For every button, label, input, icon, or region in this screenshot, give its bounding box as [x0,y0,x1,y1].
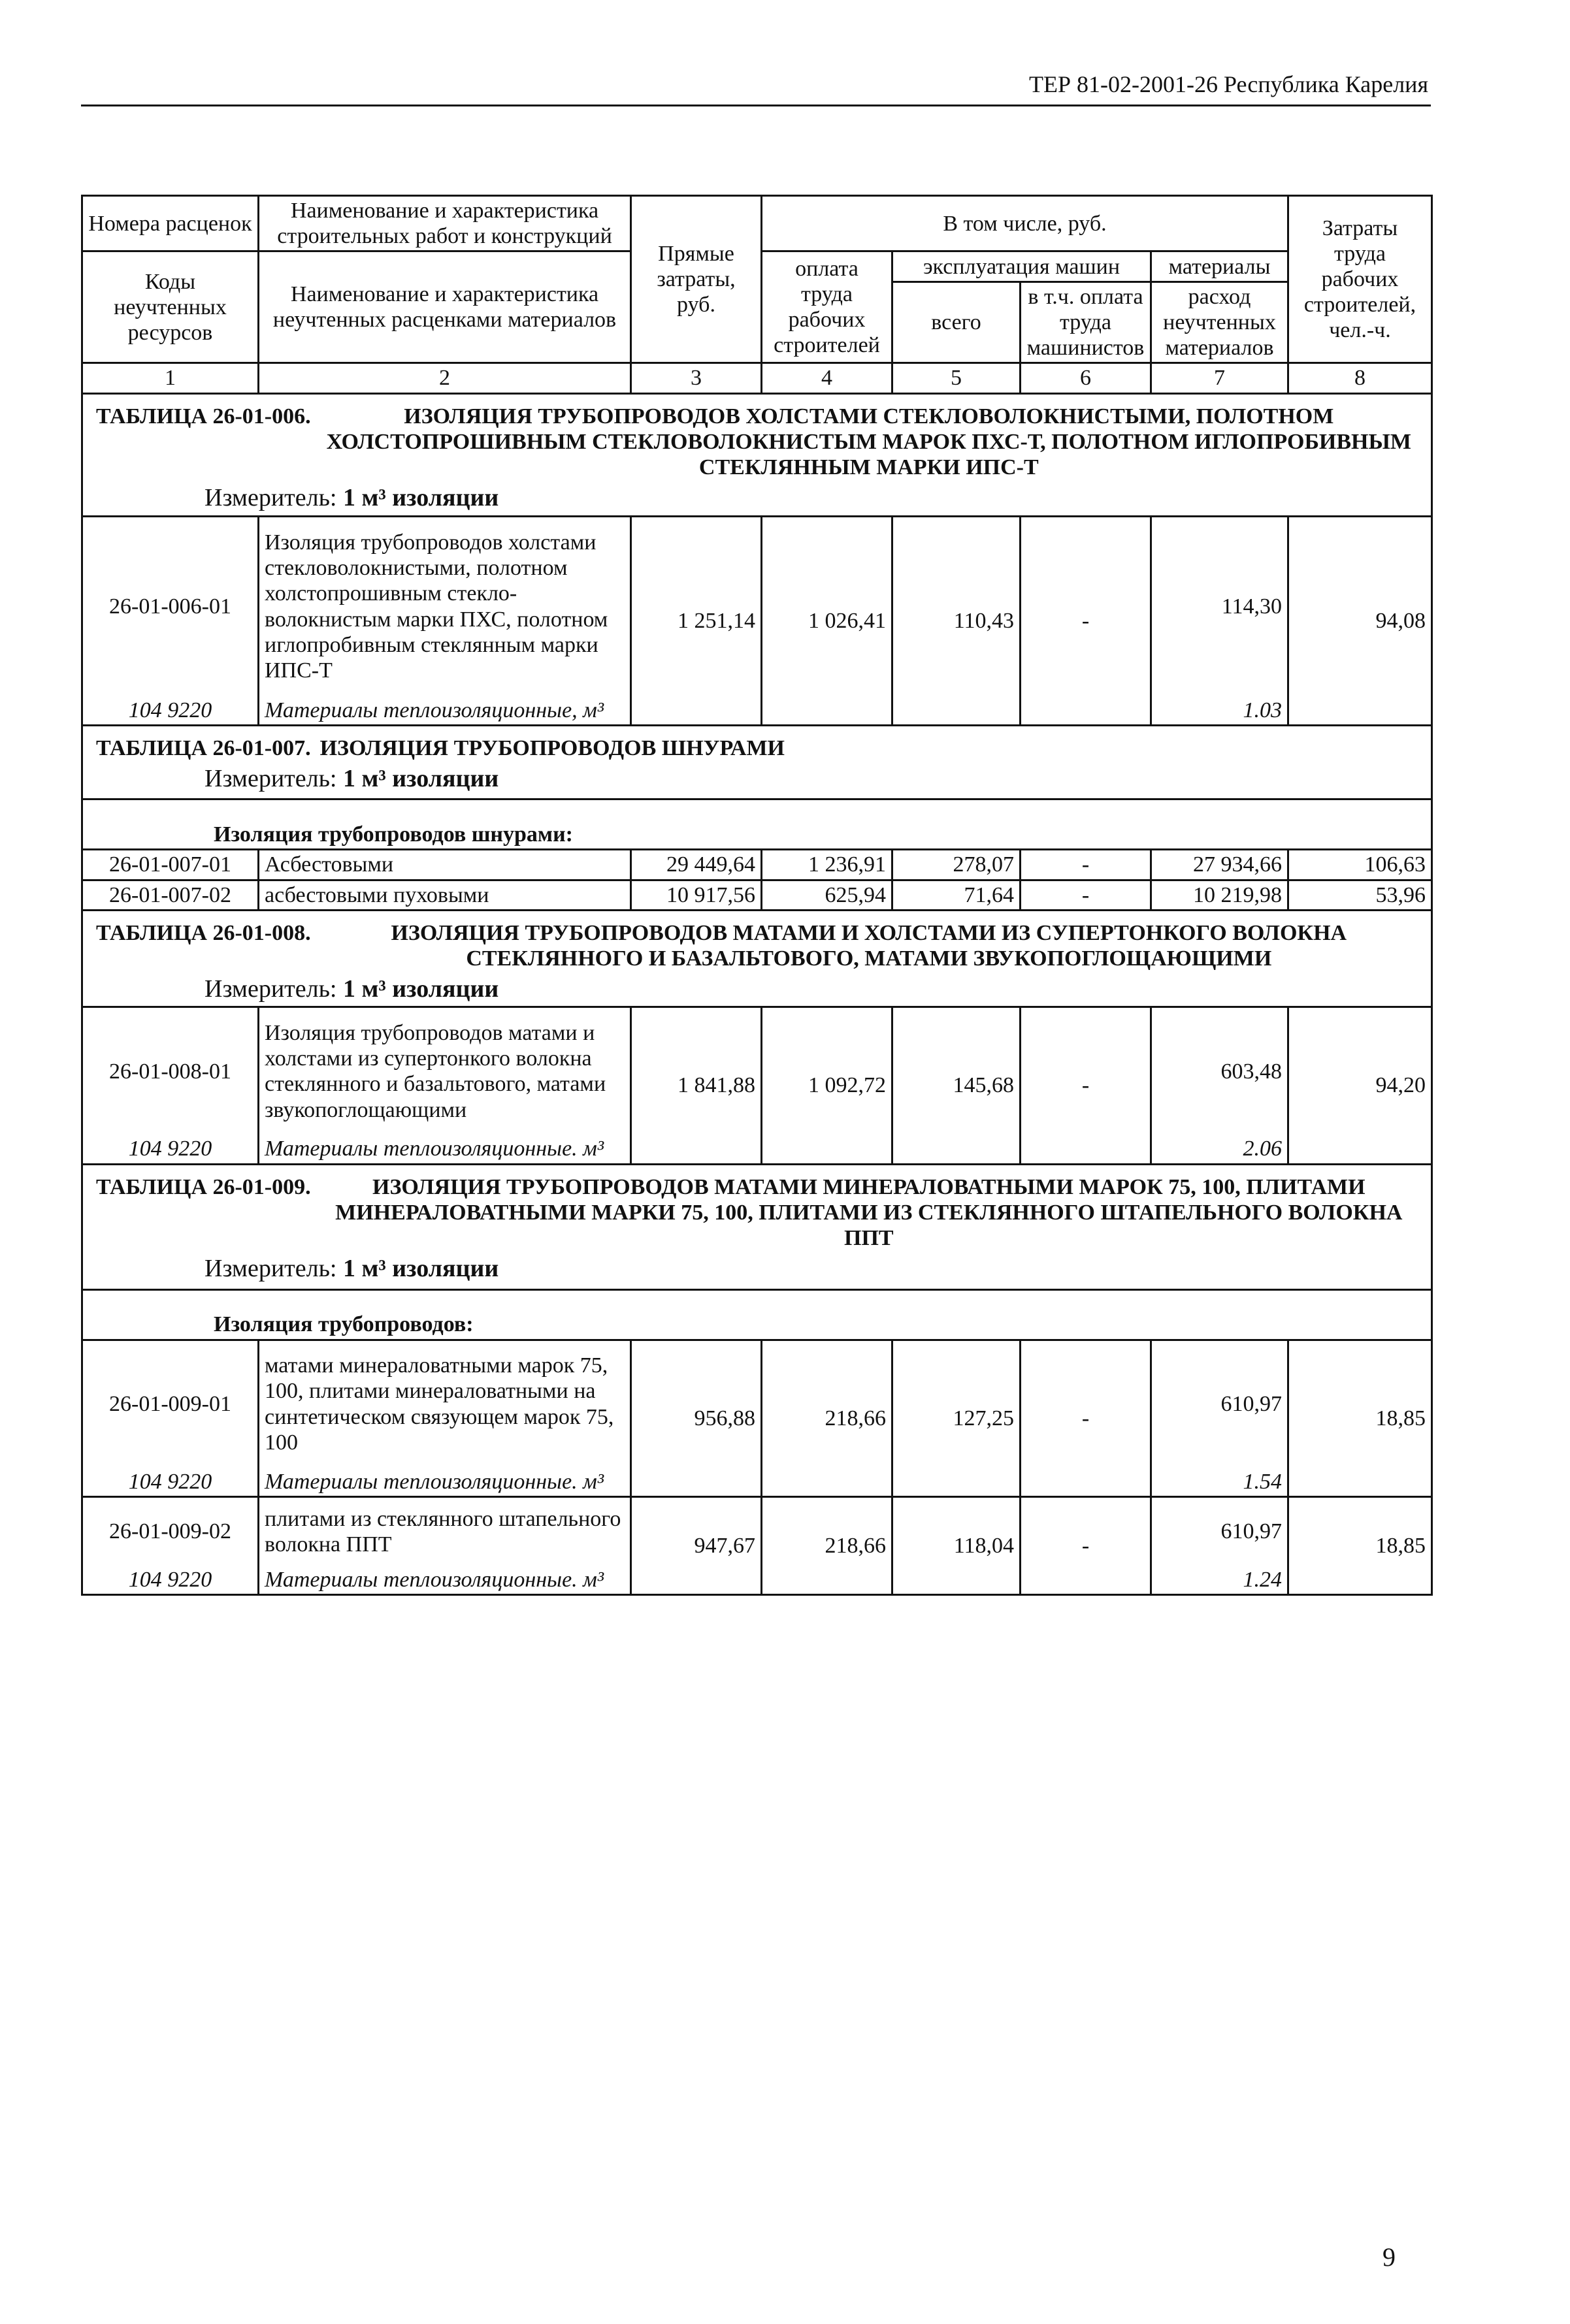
worker-pay: 1 092,72 [762,1007,892,1164]
worker-pay: 218,66 [762,1340,892,1496]
machines-total: 110,43 [892,516,1021,725]
labor-costs: 18,85 [1288,1340,1432,1496]
direct-costs: 1 841,88 [631,1007,762,1164]
col-worker-pay-header: оплата труда рабочих строителей [762,251,892,363]
table-name: ИЗОЛЯЦИЯ ТРУБОПРОВОДОВ ШНУРАМИ [319,735,785,760]
table-title-row [82,910,1432,1007]
rate-code: 26-01-009-02 [82,1496,259,1566]
col-number: 8 [1288,363,1432,393]
col-number: 5 [892,363,1021,393]
direct-costs: 10 917,56 [631,880,762,910]
materials-cost: 114,30 [1151,516,1288,696]
page-header [81,65,1431,106]
header-row-1 [82,196,1432,251]
col-direct-costs-header: Прямые затраты, руб. [631,196,762,363]
col-rate-number-header: Номера расценок [82,196,259,251]
table-title-row [82,1164,1432,1289]
labor-costs: 18,85 [1288,1496,1432,1594]
col-number: 7 [1151,363,1288,393]
rate-code: 26-01-007-01 [82,850,259,880]
table-title [82,1164,1432,1289]
machines-total: 278,07 [892,850,1021,880]
resource-name: Материалы теплоизоляционные. м³ [259,1135,631,1164]
col-material-name-header: Наименование и характеристика неучтенных расценками материалов [259,251,631,363]
resource-quantity: 2.06 [1151,1135,1288,1164]
table-meter: Измеритель: 1 м³ изоляции [204,483,499,511]
col-number: 4 [762,363,892,393]
table-meter: Измеритель: 1 м³ изоляции [204,764,499,792]
direct-costs: 1 251,14 [631,516,762,725]
machines-total: 145,68 [892,1007,1021,1164]
table-meter: Измеритель: 1 м³ изоляции [204,1254,499,1282]
materials-cost: 603,48 [1151,1007,1288,1135]
col-number: 1 [82,363,259,393]
col-including-header: В том числе, руб. [762,196,1288,251]
work-description: асбестовыми пуховыми [259,880,631,910]
rate-code: 26-01-008-01 [82,1007,259,1135]
table-row [82,1007,1432,1135]
resource-code: 104 9220 [82,1468,259,1497]
rates-table [81,195,1433,1596]
subheading-row [82,1289,1432,1340]
materials-cost: 610,97 [1151,1496,1288,1566]
table-title [82,393,1432,516]
table-title [82,910,1432,1007]
table-name: ИЗОЛЯЦИЯ ТРУБОПРОВОДОВ МАТАМИ И ХОЛСТАМИ ИЗ СУПЕРТОНКОГО ВОЛОКНА СТЕКЛЯННОГО И БАЗАЛЬТОВОГО, МАТАМИ ЗВУКОПОГЛОЩАЮЩИМИ [391,920,1347,971]
direct-costs: 956,88 [631,1340,762,1496]
direct-costs: 947,67 [631,1496,762,1594]
labor-costs: 53,96 [1288,880,1432,910]
col-materials-header: материалы [1151,251,1288,282]
operator-pay: - [1021,1340,1151,1496]
col-number: 6 [1021,363,1151,393]
column-numbers-row [82,363,1432,393]
direct-costs: 29 449,64 [631,850,762,880]
table-title [82,725,1432,799]
table-row [82,850,1432,880]
worker-pay: 1 026,41 [762,516,892,725]
col-work-name-header: Наименование и характеристика строительных работ и конструкций [259,196,631,251]
rate-code: 26-01-009-01 [82,1340,259,1468]
table-title-row [82,393,1432,516]
labor-costs: 94,08 [1288,516,1432,725]
rate-code: 26-01-006-01 [82,516,259,696]
resource-quantity: 1.03 [1151,696,1288,726]
page-number: 9 [1382,2242,1396,2272]
worker-pay: 1 236,91 [762,850,892,880]
col-resource-code-header: Коды неучтенных ресурсов [82,251,259,363]
col-operator-pay-header: в т.ч. оплата труда машинистов [1021,282,1151,363]
table-number: ТАБЛИЦА 26-01-009. [96,1174,311,1199]
resource-name: Материалы теплоизоляционные, м³ [259,696,631,726]
labor-costs: 106,63 [1288,850,1432,880]
rate-code: 26-01-007-02 [82,880,259,910]
worker-pay: 625,94 [762,880,892,910]
table-row [82,516,1432,696]
work-description: Изоляция трубопроводов холстами стекловолокнистыми, полотном холстопрошивным стекло- волокнистым марки ПХС, полотном иглопробивным стеклянным марки ИПС-Т [259,516,631,696]
col-material-use-header: расход неучтенных материалов [1151,282,1288,363]
resource-quantity: 1.54 [1151,1468,1288,1497]
table-row [82,1496,1432,1566]
col-number: 3 [631,363,762,393]
resource-quantity: 1.24 [1151,1566,1288,1595]
machines-total: 127,25 [892,1340,1021,1496]
table-number: ТАБЛИЦА 26-01-007. [96,735,311,760]
table-title-row [82,725,1432,799]
subheading: Изоляция трубопроводов: [82,1289,1432,1340]
materials-cost: 10 219,98 [1151,880,1288,910]
work-description: Изоляция трубопроводов матами и холстами из супертонкого волокна стеклянного и базальтового, матами звукопоглощающими [259,1007,631,1135]
machines-total: 71,64 [892,880,1021,910]
materials-cost: 27 934,66 [1151,850,1288,880]
materials-cost: 610,97 [1151,1340,1288,1468]
operator-pay: - [1021,516,1151,725]
operator-pay: - [1021,880,1151,910]
worker-pay: 218,66 [762,1496,892,1594]
subheading-row [82,799,1432,850]
resource-code: 104 9220 [82,1135,259,1164]
table-name: ИЗОЛЯЦИЯ ТРУБОПРОВОДОВ ХОЛСТАМИ СТЕКЛОВОЛОКНИСТЫМИ, ПОЛОТНОМ ХОЛСТОПРОШИВНЫМ СТЕКЛОВОЛОКНИСТЫМ МАРОК ПХС-Т, ПОЛОТНОМ ИГЛОПРОБИВНЫМ СТЕКЛЯННЫМ МАРКИ ИПС-Т [326,404,1411,479]
resource-code: 104 9220 [82,1566,259,1595]
col-number: 2 [259,363,631,393]
resource-name: Материалы теплоизоляционные. м³ [259,1468,631,1497]
resource-name: Материалы теплоизоляционные. м³ [259,1566,631,1595]
document-code: ТЕР 81-02-2001-26 Республика Карелия [1028,71,1428,97]
resource-code: 104 9220 [82,696,259,726]
table-name: ИЗОЛЯЦИЯ ТРУБОПРОВОДОВ МАТАМИ МИНЕРАЛОВАТНЫМИ МАРОК 75, 100, ПЛИТАМИ МИНЕРАЛОВАТНЫМИ МАРКИ 75, 100, ПЛИТАМИ ИЗ СТЕКЛЯННОГО ШТАПЕЛЬНОГО ВОЛОКНА ППТ [335,1174,1403,1250]
operator-pay: - [1021,1007,1151,1164]
table-number: ТАБЛИЦА 26-01-008. [96,920,311,945]
work-description: матами минераловатными марок 75, 100, плитами минераловатными на синтетическом связующем марок 75, 100 [259,1340,631,1468]
table-row [82,880,1432,910]
labor-costs: 94,20 [1288,1007,1432,1164]
col-labor-costs-header: Затраты труда рабочих строителей, чел.-ч. [1288,196,1432,363]
subheading: Изоляция трубопроводов шнурами: [82,799,1432,850]
col-machines-total-header: всего [892,282,1021,363]
table-row [82,1340,1432,1468]
machines-total: 118,04 [892,1496,1021,1594]
work-description: Асбестовыми [259,850,631,880]
work-description: плитами из стеклянного штапельного волокна ППТ [259,1496,631,1566]
operator-pay: - [1021,850,1151,880]
col-machines-header: эксплуатация машин [892,251,1151,282]
operator-pay: - [1021,1496,1151,1594]
table-meter: Измеритель: 1 м³ изоляции [204,975,499,1003]
table-number: ТАБЛИЦА 26-01-006. [96,404,311,428]
